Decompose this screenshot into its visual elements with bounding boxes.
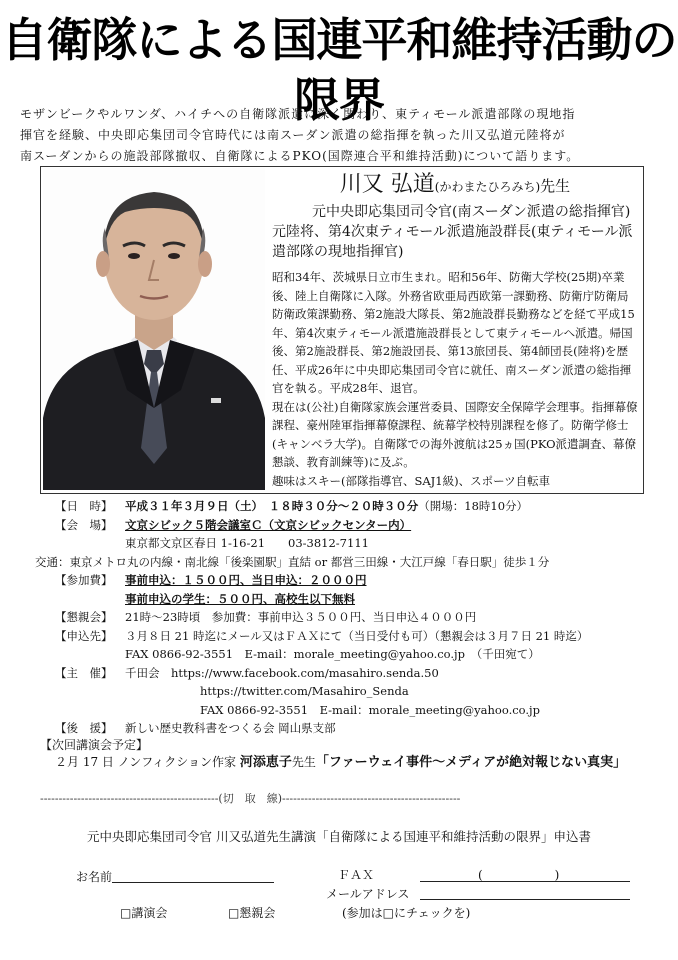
lecture-checkbox[interactable]: □講演会: [120, 906, 168, 920]
name-field[interactable]: [112, 882, 274, 883]
apply-row: [55, 627, 655, 646]
speaker-profile: [272, 170, 638, 490]
speaker-name-line: [272, 170, 638, 202]
bio-paragraph: 現在は(公社)自衛隊家族会運営委員、国際安全保障学会理事。指揮幕僚課程、豪州陸軍指揮幕僚課程、統幕学校特別課程を修了。防衛学修士(キャンベラ大学)。自衛隊での海外渡航は25ヵ国(PKO派遣調査、幕僚懇談、教育訓練等)に及ぶ。: [272, 399, 638, 469]
intro-line: モザンビークやルワンダ、ハイチへの自衛隊派遣に深く関わり、東ティモール派遣部隊の現地指: [20, 107, 576, 121]
speaker-title-2: 元陸将、第4次東ティモール派遣施設群長(東ティモール派遣部隊の現地指揮官): [272, 224, 633, 260]
next-event-heading: 【次回講演会予定】: [40, 738, 149, 752]
date-label: 【日 時】: [55, 499, 113, 513]
event-details: [35, 497, 655, 738]
party-checkbox[interactable]: □懇親会: [228, 906, 276, 920]
venue-label: 【会 場】: [55, 517, 113, 532]
next-event-talk: 「ファーウェイ事件～メディアが絶対報じない真実」: [315, 755, 627, 770]
party-label: 【懇親会】: [55, 610, 113, 624]
form-title: 元中央即応集団司令官 川又弘道先生講演「自衛隊による国連平和維持活動の限界」申込書: [87, 829, 591, 844]
host-contact: FAX 0866-92-3551 E-mail：morale_meeting@yahoo.co.jp: [200, 702, 540, 717]
speaker-name: 川又 弘道: [339, 172, 435, 197]
intro-text: [20, 104, 660, 167]
date-value: 平成３１年３月９日（土） １８時３０分～２０時３０分: [125, 499, 419, 513]
venue-address: 東京都文京区春日 1-16-21 03-3812-7111: [125, 536, 369, 550]
party-value: 21時～23時頃 参加費：事前申込３５００円、当日申込４０００円: [125, 610, 477, 624]
transport: 交通：東京メトロ丸の内線・南北線「後楽園駅」直結 or 都営三田線・大江戸線「春日駅」徒歩１分: [35, 554, 550, 569]
intro-line: 揮官を経験、中央即応集団司令官時代には南スーダン派遣の総指揮を執った川又弘道元陸将が: [20, 128, 566, 142]
fee-row: [55, 571, 655, 590]
fee-general: 事前申込：１５００円、当日申込：２０００円: [125, 573, 367, 587]
venue-row: [55, 516, 655, 535]
speaker-reading: (かわまたひろみち): [434, 180, 541, 194]
apply-label: 【申込先】: [55, 628, 113, 643]
support-row: [55, 719, 655, 738]
support-label: 【後 援】: [55, 721, 113, 735]
fee-label: 【参加費】: [55, 573, 113, 587]
fee-student-row: [55, 590, 655, 609]
cut-line: ------------------------------------------------(切 取 線)------------------------------------------------: [40, 792, 461, 805]
apply-contact: FAX 0866-92-3551 E-mail：morale_meeting@yahoo.co.jp （千田宛て）: [125, 647, 540, 661]
next-event-line: [55, 753, 626, 772]
fee-student: 事前申込の学生：５００円、高校生以下無料: [125, 591, 355, 606]
intro-line: 南スーダンからの施設部隊撤収、自衛隊によるPKO(国際連合平和維持活動)について語ります。: [20, 149, 580, 163]
support-value: 新しい歴史教科書をつくる会 岡山県支部: [125, 721, 336, 735]
next-event-speaker: 河添恵子: [239, 755, 292, 770]
apply-value: ３月８日 21 時迄にメール又はＦＡＸにて（当日受付も可）（懇親会は３月７日 21 時迄）: [125, 628, 589, 643]
form-fax-label: ＦＡＸ: [338, 868, 375, 882]
host-twitter[interactable]: https://twitter.com/Masahiro_Senda: [200, 684, 409, 698]
next-event-desc: ノンフィクション作家: [117, 755, 237, 769]
party-row: [55, 608, 655, 627]
speaker-title-1: 元中央即応集団司令官(南スーダン派遣の総指揮官): [312, 204, 631, 220]
next-event-date: ２月 17 日: [55, 755, 114, 769]
host-row: [55, 664, 655, 683]
speaker-honorific: 先生: [540, 177, 571, 195]
form-fax-paren: ( ): [478, 868, 560, 882]
bio-paragraph: 昭和34年、茨城県日立市生まれ。昭和56年、防衛大学校(25期)卒業後、陸上自衛隊に入隊。外務省欧亜局西欧第一課勤務、防衛庁防衛局防衛政策課勤務、第2施設大隊長、第2施設群長勤務などを経て平成15年、第4次東ティモール派遣施設群長として東ティモールへ派遣。帰国後、第2施設群長、第2施設団長、第13旅団長、第4師団長(陸将)を歴任、平成26年に中央即応集団司令官に就任、南スーダン派遣の総指揮官を執る。平成28年、退官。: [272, 270, 635, 395]
email-field[interactable]: [420, 899, 630, 900]
flyer-title: 自衛隊による国連平和維持活動の限界: [1, 13, 677, 127]
fax-field[interactable]: [420, 881, 630, 882]
bio-paragraph: 趣味はスキー(部隊指導官、SAJ1級)、スポーツ自転車: [272, 473, 551, 488]
check-note: (参加は□にチェックを): [342, 906, 471, 920]
venue-name: 文京シビック５階会議室Ｃ（文京シビックセンター内）: [125, 517, 412, 532]
date-row: [55, 497, 655, 516]
host-value[interactable]: 千田会 https://www.facebook.com/masahiro.senda.50: [125, 665, 439, 680]
next-event-honorific: 先生: [291, 755, 316, 769]
date-open: （開場：18時10分）: [418, 499, 529, 513]
form-name-label: お名前: [76, 870, 113, 884]
form-mail-label: メールアドレス: [326, 887, 410, 901]
speaker-photo: [43, 168, 265, 490]
host-label: 【主 催】: [55, 665, 113, 680]
speaker-bio: [272, 268, 638, 490]
